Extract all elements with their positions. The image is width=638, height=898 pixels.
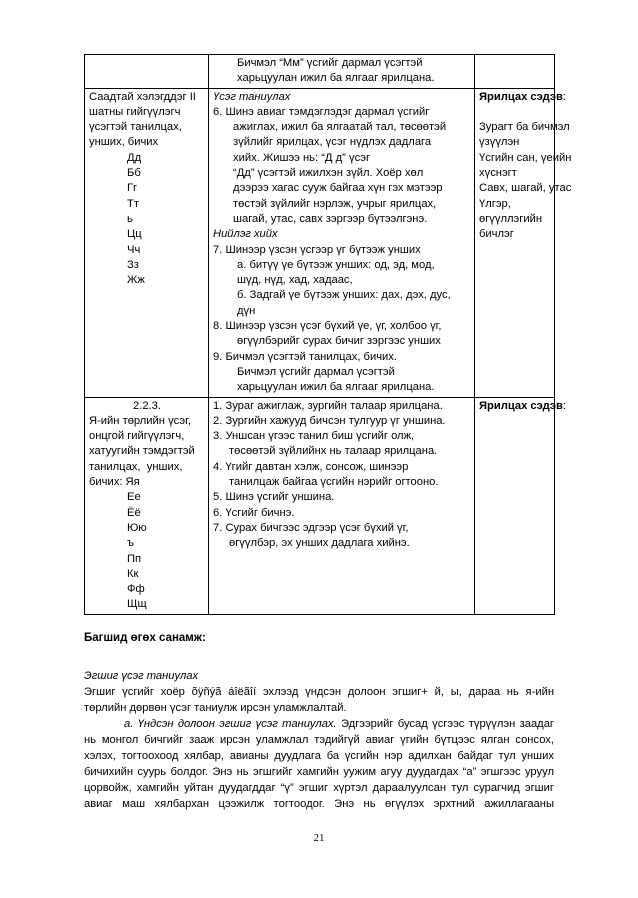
table-row [85, 397, 555, 614]
activity-line: “Дд” үсэгтэй ижилхэн зүйл. Хоёр хөл [233, 167, 424, 180]
paragraph-line: авиаг маш хялбархан цээжилж тогтоодог. Энэ нь өгүүлэх эрхтний ажиллагааны [84, 798, 554, 810]
discussion-line: үзүүлэн [479, 136, 520, 149]
letter-pair: Дд [127, 151, 142, 164]
paragraph-line: нь монгол бичгийг зааж ирсэн уламжлал тэдийгүй авиаг үгийн бүтцээс ялган сонсох, [84, 734, 554, 746]
activity-line: хийх. Жишээ нь: “Д д” үсэг [233, 151, 371, 164]
activity-line: шагай, утас, савх зэргээр бүтээлгэнэ. [233, 212, 428, 225]
letter-pair: ь [127, 212, 133, 225]
letter-pair: Жж [127, 274, 145, 287]
paragraph-line: Эгшиг үсгийг хоёр õÿñýã áîëãîí эхлээд үндсэн долоон эгшиг+ й, ы, дараа нь я-ийн [84, 686, 554, 698]
discussion-title: Ярилцах сэдэв [479, 399, 563, 412]
discussion-line: Савх, шагай, утас [479, 182, 572, 195]
paragraph-lead: а. Үндсэн долоон эгшиг үсэг таниулах. [124, 718, 337, 730]
letter-pair: Ее [127, 491, 141, 504]
activity-line: б. Задгай үе бүтээж унших: дах, дэх, дус, [237, 289, 451, 302]
activity-line: зүйлийг ярилцах, үсэг нүдлэх дадлага [233, 136, 432, 149]
activity-line: 7. Сурах бичгээс эдгээр үсэг бүхий үг, [213, 521, 409, 534]
discussion-line: бичлэг [479, 228, 514, 241]
table-cell [209, 55, 475, 89]
activity-line: өгүүлбэр, эх унших дадлага хийнэ. [229, 537, 410, 550]
discussion-title-line [479, 399, 566, 414]
activity-line: 5. Шинэ үсгийг уншина. [213, 491, 335, 504]
letter-pair: Пп [127, 552, 142, 565]
text-line: Бичмэл “Мм” үсгийг дармал үсэгтэй [237, 57, 423, 69]
discussion-line: хүснэгт [479, 167, 517, 180]
topic-line: танилцах, унших, [89, 460, 183, 473]
topic-line: бичих: Яя [89, 476, 140, 489]
advice-heading [84, 632, 554, 644]
activity-cell [209, 88, 475, 397]
advice-body [84, 668, 554, 812]
topic-line: унших, бичих [89, 136, 159, 149]
paragraph-line: бичихийн суурь болдог. Энэ нь эгшгийг хамгийн уужим агуу дуудагдах “а” эгшгээс уруул [84, 766, 554, 778]
activity-line: шүд, нүд, хад, хадаас, [237, 274, 353, 287]
activity-line: өгүүлбэрийг сурах бичиг зэргээс унших [237, 335, 441, 348]
topic-line: хатуугийн тэмдэгтэй [89, 445, 195, 458]
activity-line: төстэй зүйлийг нэрлэж, учрыг ярилцах, [233, 197, 437, 210]
paragraph-text: Эдгээрийг бусад үсгээс түрүүлэн заадаг [336, 718, 555, 730]
activity-cell [209, 397, 475, 614]
activity-heading: Нийлэг хийх [213, 228, 278, 241]
letter-pair: Цц [127, 228, 142, 241]
activity-line: дээрээ хагас сууж байгаа хүн гэх мэтээр [233, 182, 443, 195]
text-line: харьцуулан ижил ба ялгааг ярилцана. [237, 72, 435, 85]
letter-pair: Кк [127, 567, 139, 580]
table-row [85, 55, 555, 89]
letter-pair: ъ [127, 537, 134, 550]
activity-line: танилцаж байгаа үсгийн нэрийг огтооно. [229, 476, 439, 489]
letter-pair: Ёё [127, 506, 141, 519]
activity-line: а. битүү үе бүтээж унших: од, эд, мод, [237, 258, 435, 271]
activity-heading: Үсэг таниулах [213, 90, 291, 103]
activity-line: 2. Зургийн хажууд бичсэн тулгуур үг уншина. [213, 414, 446, 427]
activity-line: дүн [237, 304, 256, 317]
activity-line: 1. Зураг ажиглаж, зургийн талаар ярилцана. [213, 399, 443, 412]
table-cell [475, 55, 555, 89]
activity-line: ажиглах, ижил ба ялгаатай тал, төсөөтэй [233, 121, 447, 134]
letter-pair: Зз [127, 258, 139, 271]
letter-pair: Чч [127, 243, 141, 256]
topic-cell [85, 397, 209, 614]
activity-line: 6. Үсгийг бичнэ. [213, 506, 295, 519]
discussion-line: өгүүллэгийн [479, 212, 543, 225]
letter-pair: Тт [127, 197, 139, 210]
activity-line: Бичмэл үсгийг дармал үсэгтэй [237, 365, 395, 378]
discussion-cell [475, 88, 572, 397]
activity-line: төсөөтэй зүйлийнх нь талаар ярилцана. [229, 445, 438, 458]
letter-pair: Гг [127, 182, 138, 195]
paragraph-line [84, 716, 554, 732]
paragraph-line: хэлэх, тогтоохоод хялбар, авианы дуудлага ба үсгийн нэр адилхан байдаг тул унших [84, 750, 554, 762]
discussion-line: Үсгийн сан, үеийн [479, 151, 572, 164]
discussion-cell [475, 397, 566, 614]
table-cell [85, 55, 209, 89]
topic-cell [85, 88, 209, 397]
activity-line: 7. Шинээр үзсэн үсгээр үг бүтээж унших [213, 243, 421, 256]
topic-line: Я-ийн төрлийн үсэг, [89, 414, 191, 427]
activity-line: 9. Бичмэл үсэгтэй танилцах, бичих. [213, 350, 397, 363]
discussion-colon: : [562, 90, 566, 103]
activity-line: 4. Үгийг давтан хэлж, сонсож, шинээр [213, 460, 409, 473]
letter-pair: Фф [127, 583, 145, 596]
topic-line: шатны гийгүүлэгч [89, 105, 181, 118]
discussion-title-line [479, 90, 566, 105]
table-row [85, 88, 555, 397]
discussion-colon: : [562, 399, 566, 412]
discussion-line: Зурагт ба бичмэл [479, 121, 570, 134]
advice-heading-text: Багшид өгөх санамж: [84, 632, 206, 644]
letter-pair: Юю [127, 521, 147, 534]
discussion-line: Үлгэр, [479, 197, 511, 210]
topic-line: үсэгтэй танилцах, [89, 121, 182, 134]
letter-pair: Бб [127, 167, 141, 180]
paragraph-line: цорвойж, хамгийн уйтан дуудагддаг “ү” эгшиг хүртэл дараалуулсан тул сурагчид эгшиг [84, 782, 554, 794]
activity-line: 3. Уншсан үгээс танил биш үсгийг олж, [213, 430, 415, 443]
activity-line: 8. Шинээр үзсэн үсэг бүхий үе, үг, холбоо үг, [213, 320, 442, 333]
topic-line: онцгой гийгүүлэгч, [89, 430, 185, 443]
advice-subheading: Эгшиг үсэг таниулах [84, 670, 199, 682]
lesson-plan-table [84, 54, 572, 615]
activity-line: 6. Шинэ авиаг тэмдэглэдэг дармал үсгийг [213, 105, 430, 118]
topic-number: 2.2.3. [133, 399, 161, 412]
letter-pair: Щщ [127, 598, 147, 611]
topic-line: Саадтай хэлэгддэг II [89, 90, 196, 103]
page-number: 21 [313, 832, 325, 844]
spacer [479, 105, 551, 120]
activity-line: харьцуулан ижил ба ялгааг ярилцана. [237, 381, 435, 394]
discussion-title: Ярилцах сэдэв [479, 90, 563, 103]
paragraph-line: төрлийн дөрвөн үсэг таниулж ирсэн уламжлалтай. [84, 702, 347, 714]
